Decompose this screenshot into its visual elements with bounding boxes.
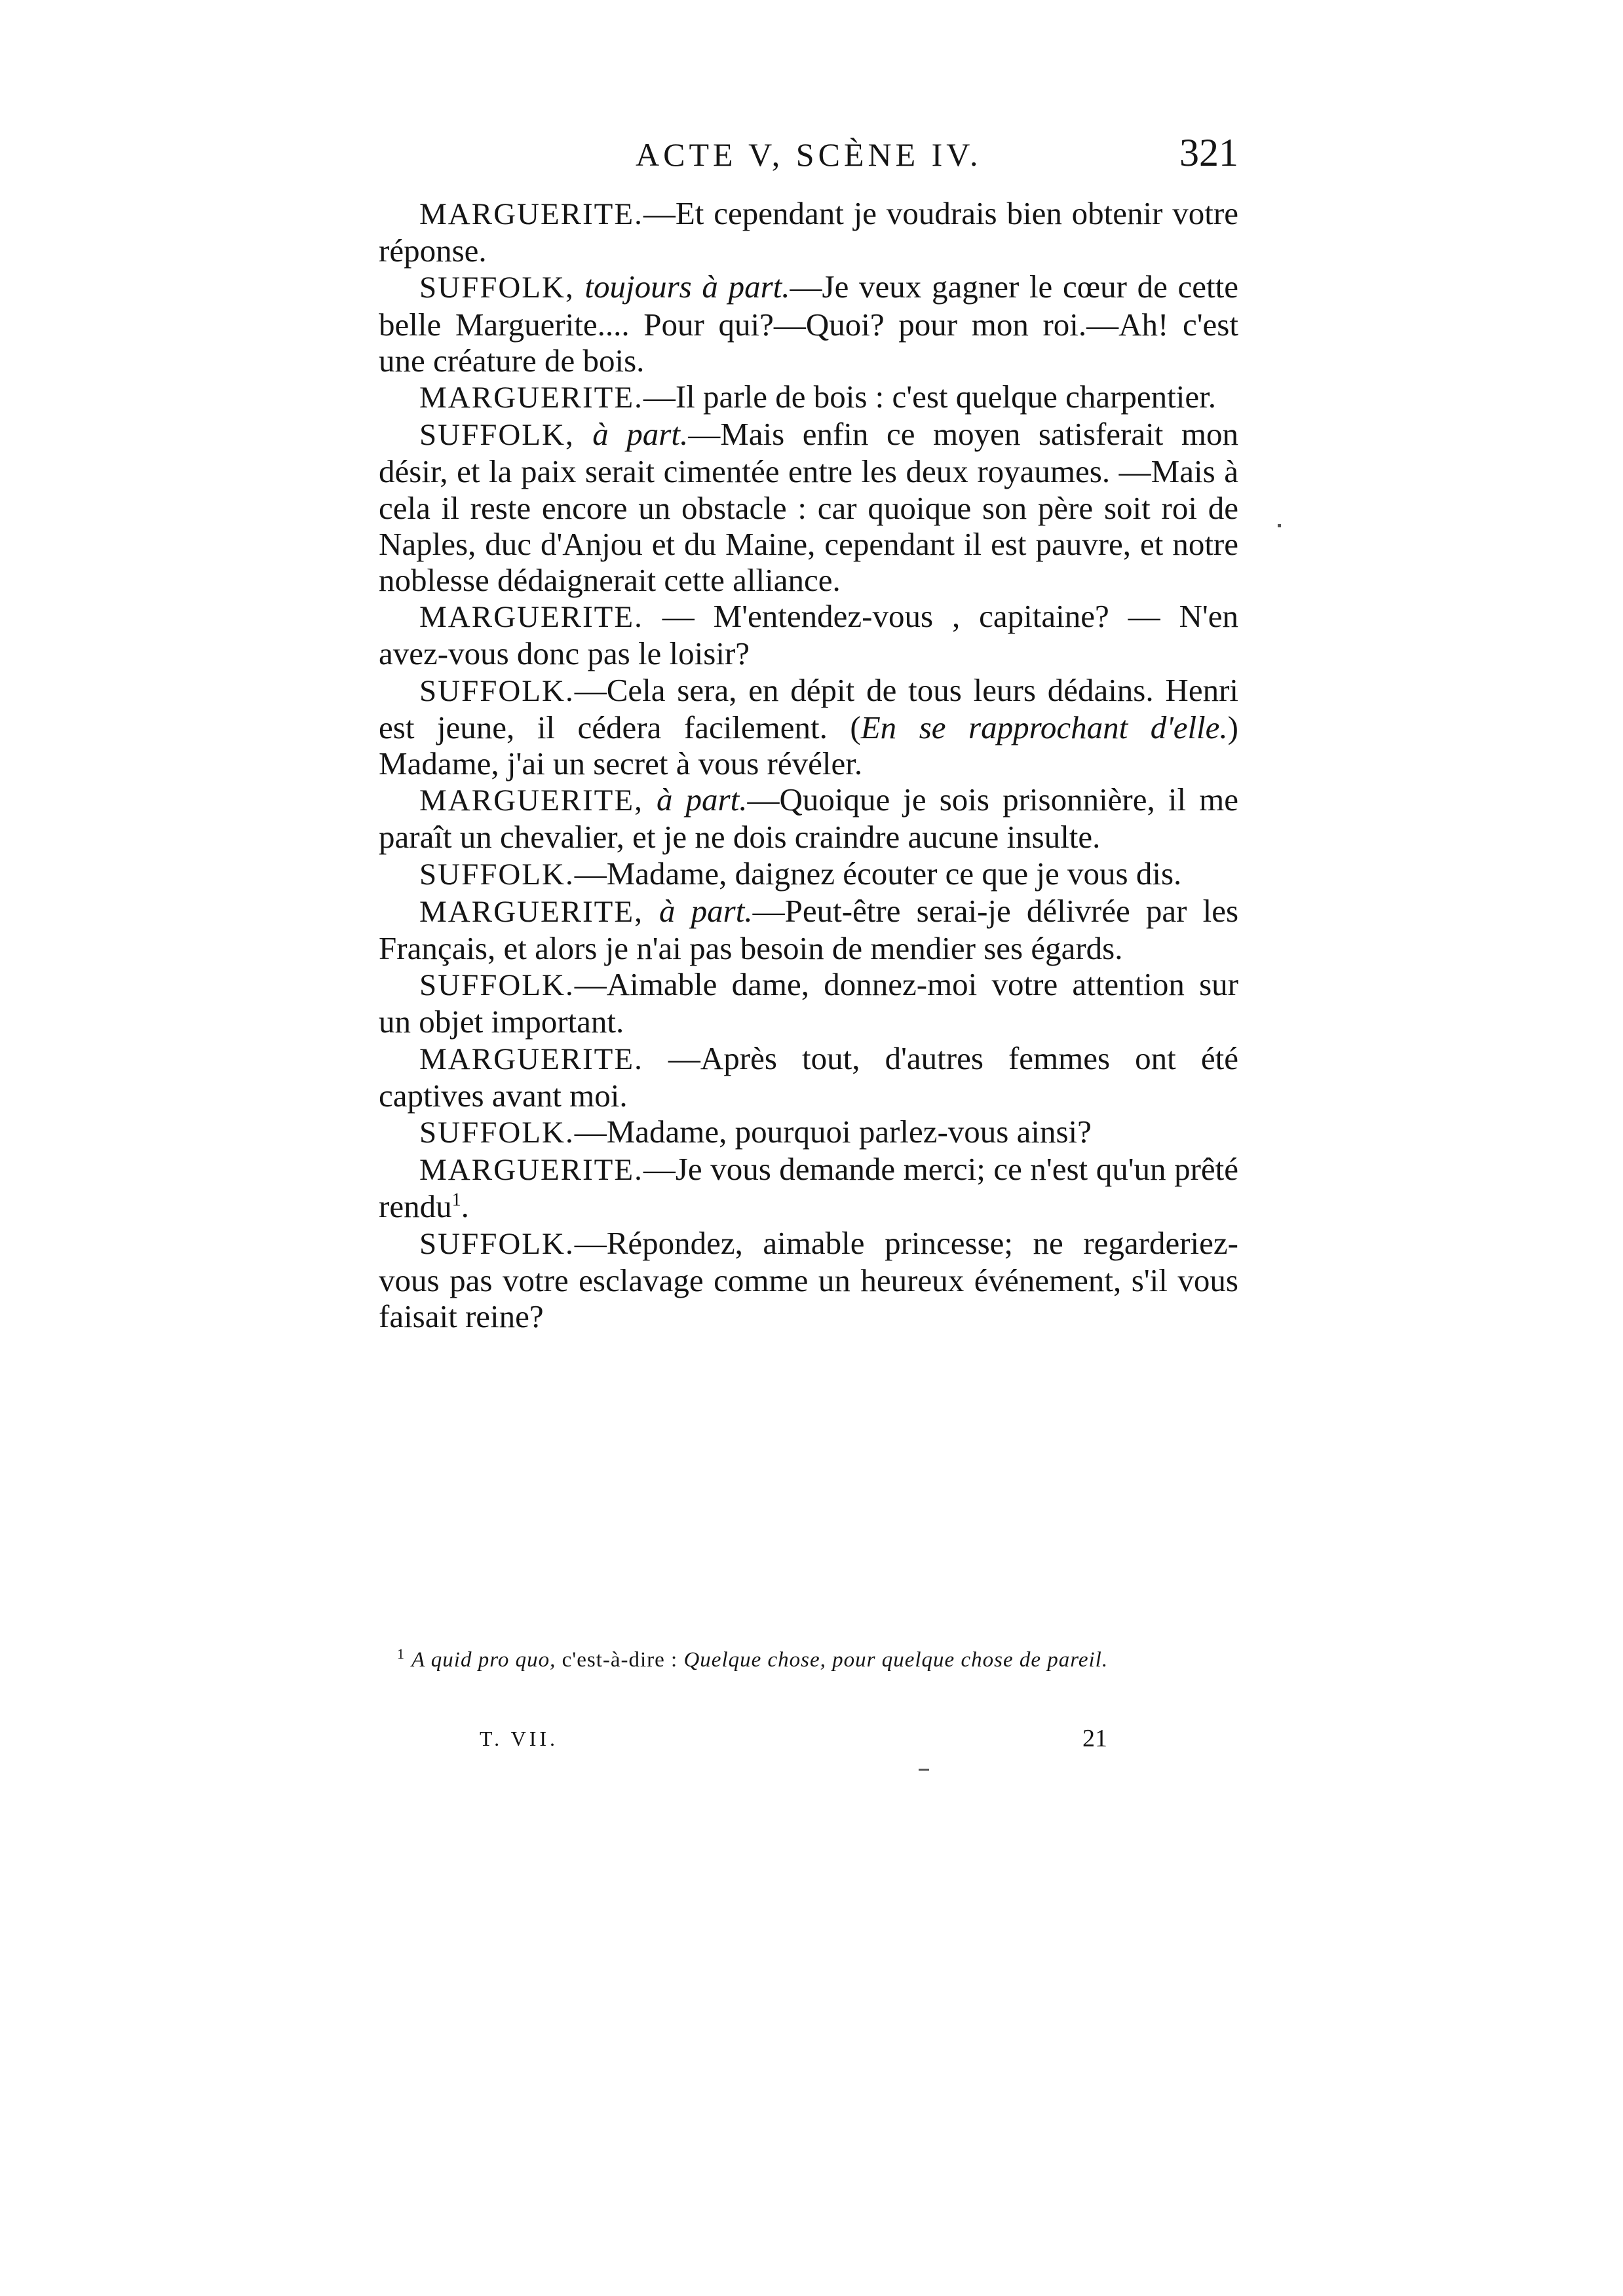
footnote-gloss: Quelque chose, pour quelque chose de pareil. [683,1648,1109,1672]
dialogue-paragraph [379,598,1238,671]
printer-signature-line [480,1724,1135,1757]
dialogue-paragraph [379,379,1238,416]
speaker-name: SUFFOLK. [419,968,575,1003]
speaker-name: SUFFOLK. [419,1226,575,1261]
print-speck [919,1769,929,1771]
speaker-name: MARGUERITE. [419,600,643,635]
stage-direction: En se rapprochant d'elle. [860,709,1228,745]
volume-number: T. VII. [480,1727,559,1750]
speech-text: —Après tout, d'autres femmes ont été captives avant moi. [379,1040,1238,1114]
footnote-text: c'est-à-dire : [556,1648,684,1672]
footnote [379,1638,1238,1676]
page-header [636,128,1238,180]
stage-direction: à part. [592,416,689,453]
speaker-name: SUFFOLK, [419,271,575,305]
print-speck [1278,524,1281,527]
speech-text: —Mais enfin ce moyen satisferait mon désir, et la paix serait cimentée entre les deux royaumes. —Mais à cela il reste encore un obstacle : car quoique son père soit roi de Naples, duc d'Anjou et du Maine, cependant il est pauvre, et notre noblesse dédaignerait cette alliance. [379,416,1238,599]
dialogue-paragraph [379,269,1238,379]
speech-text: —Madame, pourquoi parlez-vous ainsi? [574,1114,1092,1150]
speaker-name: SUFFOLK. [419,1116,575,1150]
speaker-name: MARGUERITE. [419,1153,643,1188]
dialogue-paragraph [379,856,1238,893]
footnote-latin-phrase: A quid pro quo, [411,1648,556,1672]
speech-text: —Madame, daignez écouter ce que je vous dis. [574,855,1182,892]
dialogue-paragraph [379,416,1238,598]
footnote-reference[interactable]: 1 [451,1190,461,1211]
speech-text: —Aimable dame, donnez-moi votre attention sur un objet important. [379,966,1238,1040]
speech-text: Madame, j'ai un secret à vous révéler. [379,745,863,782]
speech-text: —Cela sera, en dépit de tous leurs dédains. Henri est jeune, il cédera facilement. [379,671,1238,745]
speaker-name: MARGUERITE, [419,783,643,818]
dialogue-text [379,195,1238,1334]
speech-text: —Et cependant je voudrais bien obtenir votre réponse. [379,195,1238,269]
stage-direction: à part. [659,892,753,929]
dialogue-paragraph [379,966,1238,1040]
stage-direction: toujours à part. [584,269,790,305]
speaker-name: SUFFOLK, [419,418,575,453]
dialogue-paragraph [379,893,1238,966]
dialogue-paragraph [379,1225,1238,1335]
footnote-mark: 1 [397,1646,405,1662]
speaker-name: MARGUERITE. [419,381,643,415]
speaker-name: MARGUERITE, [419,894,643,929]
running-head: ACTE V, SCÈNE IV. [636,136,982,173]
speaker-name: SUFFOLK. [419,857,575,892]
speech-text: —Peut-être serai-je délivrée par les Français, et alors je n'ai pas besoin de mendier ses égards. [379,892,1239,967]
dialogue-paragraph [379,1040,1238,1114]
stage-direction: à part. [656,781,748,818]
speech-text: —Répondez, aimable princesse; ne regarderiez-vous pas votre esclavage comme un heureux événement, s'il vous faisait reine? [379,1224,1238,1335]
speaker-name: MARGUERITE. [419,197,643,231]
speech-text: —Je veux gagner le cœur de cette belle Marguerite.... Pour qui?—Quoi? pour mon roi.—Ah! c'est une créature de bois. [379,269,1239,379]
page-number: 321 [1179,131,1238,174]
speech-text: —Quoique je sois prisonnière, il me paraît un chevalier, et je ne dois craindre aucune insulte. [379,781,1238,856]
speaker-name: SUFFOLK. [419,673,575,708]
speech-text: —Il parle de bois : c'est quelque charpentier. [643,379,1217,415]
dialogue-paragraph [379,1114,1238,1151]
dialogue-paragraph: MARGUERITE.—Je vous demande merci; ce n'est qu'un prêté rendu$^1$. [379,1151,1238,1225]
speech-text: — M'entendez-vous , capitaine? — N'en avez-vous donc pas le loisir? [379,598,1238,672]
dialogue-paragraph: SUFFOLK.—Cela sera, en dépit de tous leurs dédains. Henri est jeune, il cédera facilement. (En se rapprochant d'elle.) Madame, j'ai un secret à vous révéler. [379,671,1238,782]
speaker-name: MARGUERITE. [419,1042,643,1076]
sheet-signature: 21 [1082,1725,1107,1752]
speech-text: —Je vous demande merci; ce n'est qu'un prêté rendu [379,1151,1238,1225]
dialogue-paragraph [379,781,1238,855]
dialogue-paragraph [379,195,1238,269]
